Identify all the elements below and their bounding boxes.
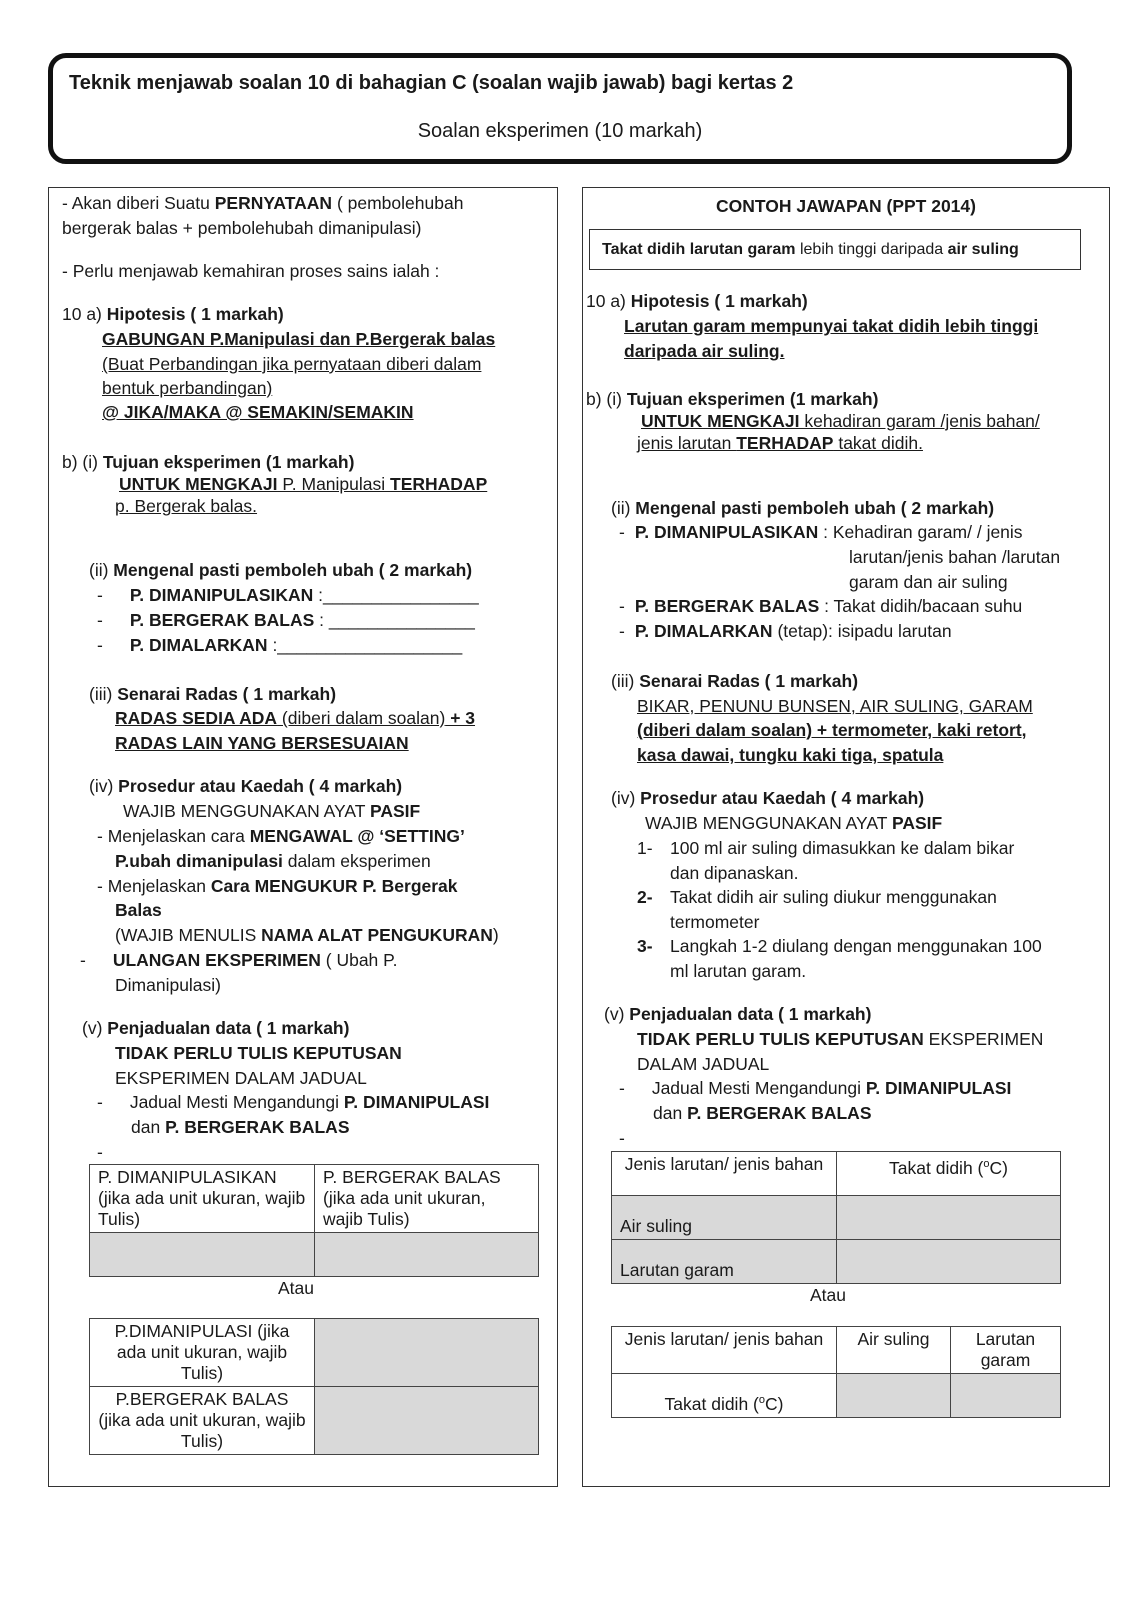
prosedur-line-7: - ULANGAN EKSPERIMEN ( Ubah P. xyxy=(80,950,398,970)
pembolehubah-item: - P. DIMALARKAN (tetap): isipadu larutan xyxy=(619,621,952,641)
step-number: 3- xyxy=(637,936,653,956)
table-header-cell: Jenis larutan/ jenis bahan xyxy=(612,1152,837,1196)
hipotesis-line-2: (Buat Perbandingan jika pernyataan diberi dalam xyxy=(102,354,482,374)
table-row-header: P.BERGERAK BALAS (jika ada unit ukuran, wajib Tulis) xyxy=(90,1387,315,1455)
table-row-label: Larutan garam xyxy=(612,1240,837,1284)
step-text: termometer xyxy=(670,912,760,932)
atau-label: Atau xyxy=(278,1278,314,1298)
table-header-cell: Takat didih ($^o$C) xyxy=(837,1152,1061,1196)
table-row-label: Air suling xyxy=(612,1196,837,1240)
pembolehubah-heading: (ii) Mengenal pasti pemboleh ubah ( 2 markah) xyxy=(611,498,995,518)
radas-line-2: RADAS LAIN YANG BERSESUAIAN xyxy=(115,733,409,753)
table-header-cell: P. BERGERAK BALAS (jika ada unit ukuran, wajib Tulis) xyxy=(315,1165,539,1233)
table-cell-empty xyxy=(837,1196,1061,1240)
pembolehubah-item: - P. BERGERAK BALAS : Takat didih/bacaan suhu xyxy=(619,596,1023,616)
table-header-cell: P. DIMANIPULASIKAN (jika ada unit ukuran, wajib Tulis) xyxy=(90,1165,315,1233)
tujuan-heading: b) (i) Tujuan eksperimen (1 markah) xyxy=(62,452,355,472)
table-cell-empty xyxy=(837,1240,1061,1284)
prosedur-line-2: - Menjelaskan cara MENGAWAL @ ‘SETTING’ xyxy=(97,826,465,846)
radas-line-1: BIKAR, PENUNU BUNSEN, AIR SULING, GARAM xyxy=(637,696,1033,716)
jadual-line-2: EKSPERIMEN DALAM JADUAL xyxy=(115,1068,367,1088)
hipotesis-heading: 10 a) Hipotesis ( 1 markah) xyxy=(62,304,284,324)
pembolehubah-item: - P. DIMANIPULASIKAN : Kehadiran garam/ / jenis xyxy=(619,522,1023,542)
jadual-dash: - xyxy=(619,1128,625,1148)
header-box xyxy=(48,53,1072,164)
table-cell-empty xyxy=(951,1374,1061,1418)
table-cell-empty xyxy=(90,1233,315,1277)
prosedur-heading: (iv) Prosedur atau Kaedah ( 4 markah) xyxy=(89,776,403,796)
prosedur-line-6: (WAJIB MENULIS NAMA ALAT PENGUKURAN) xyxy=(115,925,499,945)
hipotesis-line-1: Larutan garam mempunyai takat didih lebih tinggi xyxy=(624,316,1039,336)
step-text: Takat didih air suling diukur menggunakan xyxy=(670,887,997,907)
pembolehubah-item: - P. DIMALARKAN :___________________ xyxy=(97,635,463,655)
table-row-header: P.DIMANIPULASI (jika ada unit ukuran, wajib Tulis) xyxy=(90,1319,315,1387)
left-table-1 xyxy=(89,1164,539,1277)
prosedur-line-3: P.ubah dimanipulasi dalam eksperimen xyxy=(115,851,431,871)
pembolehubah-heading: (ii) Mengenal pasti pemboleh ubah ( 2 markah) xyxy=(89,560,473,580)
right-column xyxy=(582,187,1110,1487)
page-title: Teknik menjawab soalan 10 di bahagian C (soalan wajib jawab) bagi kertas 2 xyxy=(69,72,794,94)
hipotesis-line-2: daripada air suling. xyxy=(624,341,785,361)
radas-line-1: RADAS SEDIA ADA (diberi dalam soalan) + 3 xyxy=(115,708,476,728)
step-text: dan dipanaskan. xyxy=(670,863,799,883)
tujuan-heading: b) (i) Tujuan eksperimen (1 markah) xyxy=(586,389,879,409)
intro-line-3: - Perlu menjawab kemahiran proses sains ialah : xyxy=(62,261,440,281)
statement-box: Takat didih larutan garam lebih tinggi daripada air suling xyxy=(589,229,1081,270)
tujuan-line-1: UNTUK MENGKAJI kehadiran garam /jenis bahan/ xyxy=(641,411,1040,431)
radas-heading: (iii) Senarai Radas ( 1 markah) xyxy=(611,671,859,691)
table-header-cell: Jenis larutan/ jenis bahan xyxy=(612,1327,837,1374)
jadual-line-3: - Jadual Mesti Mengandungi P. DIMANIPULASI xyxy=(619,1078,1012,1098)
hipotesis-line-4: @ JIKA/MAKA @ SEMAKIN/SEMAKIN xyxy=(102,402,414,422)
page-subtitle: Soalan eksperimen (10 markah) xyxy=(417,120,703,142)
table-row-label: Takat didih ($^o$C) xyxy=(612,1374,837,1418)
jadual-dash: - xyxy=(97,1142,103,1162)
table-cell-empty xyxy=(315,1387,539,1455)
pembolehubah-item-cont: larutan/jenis bahan /larutan xyxy=(849,547,1061,567)
left-column xyxy=(48,187,558,1487)
table-header-cell: Air suling xyxy=(837,1327,951,1374)
prosedur-heading: (iv) Prosedur atau Kaedah ( 4 markah) xyxy=(611,788,925,808)
jadual-line-1: TIDAK PERLU TULIS KEPUTUSAN EKSPERIMEN xyxy=(637,1029,1044,1049)
step-number: 1- xyxy=(637,838,653,858)
step-text: 100 ml air suling dimasukkan ke dalam bikar xyxy=(670,838,1015,858)
right-table-2 xyxy=(611,1326,1061,1418)
tujuan-line-2: jenis larutan TERHADAP takat didih. xyxy=(637,433,923,453)
table-cell-empty xyxy=(837,1374,951,1418)
contoh-title: CONTOH JAWAPAN (PPT 2014) xyxy=(716,196,976,216)
radas-line-3: kasa dawai, tungku kaki tiga, spatula xyxy=(637,745,944,765)
table-cell-empty xyxy=(315,1233,539,1277)
jadual-line-3: - Jadual Mesti Mengandungi P. DIMANIPULASI xyxy=(97,1092,490,1112)
prosedur-line-8: Dimanipulasi) xyxy=(115,975,222,995)
step-number: 2- xyxy=(637,887,653,907)
prosedur-line-1: WAJIB MENGGUNAKAN AYAT PASIF xyxy=(123,801,421,821)
left-table-2 xyxy=(89,1318,539,1455)
radas-heading: (iii) Senarai Radas ( 1 markah) xyxy=(89,684,337,704)
jadual-line-2: DALAM JADUAL xyxy=(637,1054,770,1074)
pembolehubah-item: - P. DIMANIPULASIKAN :________________ xyxy=(97,585,479,605)
intro-line-2: bergerak balas + pembolehubah dimanipulasi) xyxy=(62,218,422,238)
step-text: ml larutan garam. xyxy=(670,961,807,981)
atau-label: Atau xyxy=(810,1285,846,1305)
step-text: Langkah 1-2 diulang dengan menggunakan 100 xyxy=(670,936,1042,956)
jadual-line-4: dan P. BERGERAK BALAS xyxy=(653,1103,872,1123)
tujuan-line-1: UNTUK MENGKAJI P. Manipulasi TERHADAP xyxy=(119,474,488,494)
right-table-1 xyxy=(611,1151,1061,1284)
prosedur-line-1: WAJIB MENGGUNAKAN AYAT PASIF xyxy=(645,813,943,833)
table-cell-empty xyxy=(315,1319,539,1387)
jadual-heading: (v) Penjadualan data ( 1 markah) xyxy=(82,1018,350,1038)
tujuan-line-2: p. Bergerak balas. xyxy=(115,496,258,516)
jadual-line-4: dan P. BERGERAK BALAS xyxy=(131,1117,350,1137)
radas-line-2: (diberi dalam soalan) + termometer, kaki retort, xyxy=(637,720,1027,740)
prosedur-line-4: - Menjelaskan Cara MENGUKUR P. Bergerak xyxy=(97,876,458,896)
prosedur-line-5: Balas xyxy=(115,900,162,920)
table-header-cell: Larutan garam xyxy=(951,1327,1061,1374)
pembolehubah-item: - P. BERGERAK BALAS : _______________ xyxy=(97,610,475,630)
intro-line-1: - Akan diberi Suatu PERNYATAAN ( pembolehubah xyxy=(62,193,464,213)
pembolehubah-item-cont: garam dan air suling xyxy=(849,572,1008,592)
jadual-heading: (v) Penjadualan data ( 1 markah) xyxy=(604,1004,872,1024)
hipotesis-heading: 10 a) Hipotesis ( 1 markah) xyxy=(586,291,808,311)
hipotesis-line-3: bentuk perbandingan) xyxy=(102,378,273,398)
jadual-line-1: TIDAK PERLU TULIS KEPUTUSAN xyxy=(115,1043,402,1063)
hipotesis-line-1: GABUNGAN P.Manipulasi dan P.Bergerak balas xyxy=(102,329,496,349)
